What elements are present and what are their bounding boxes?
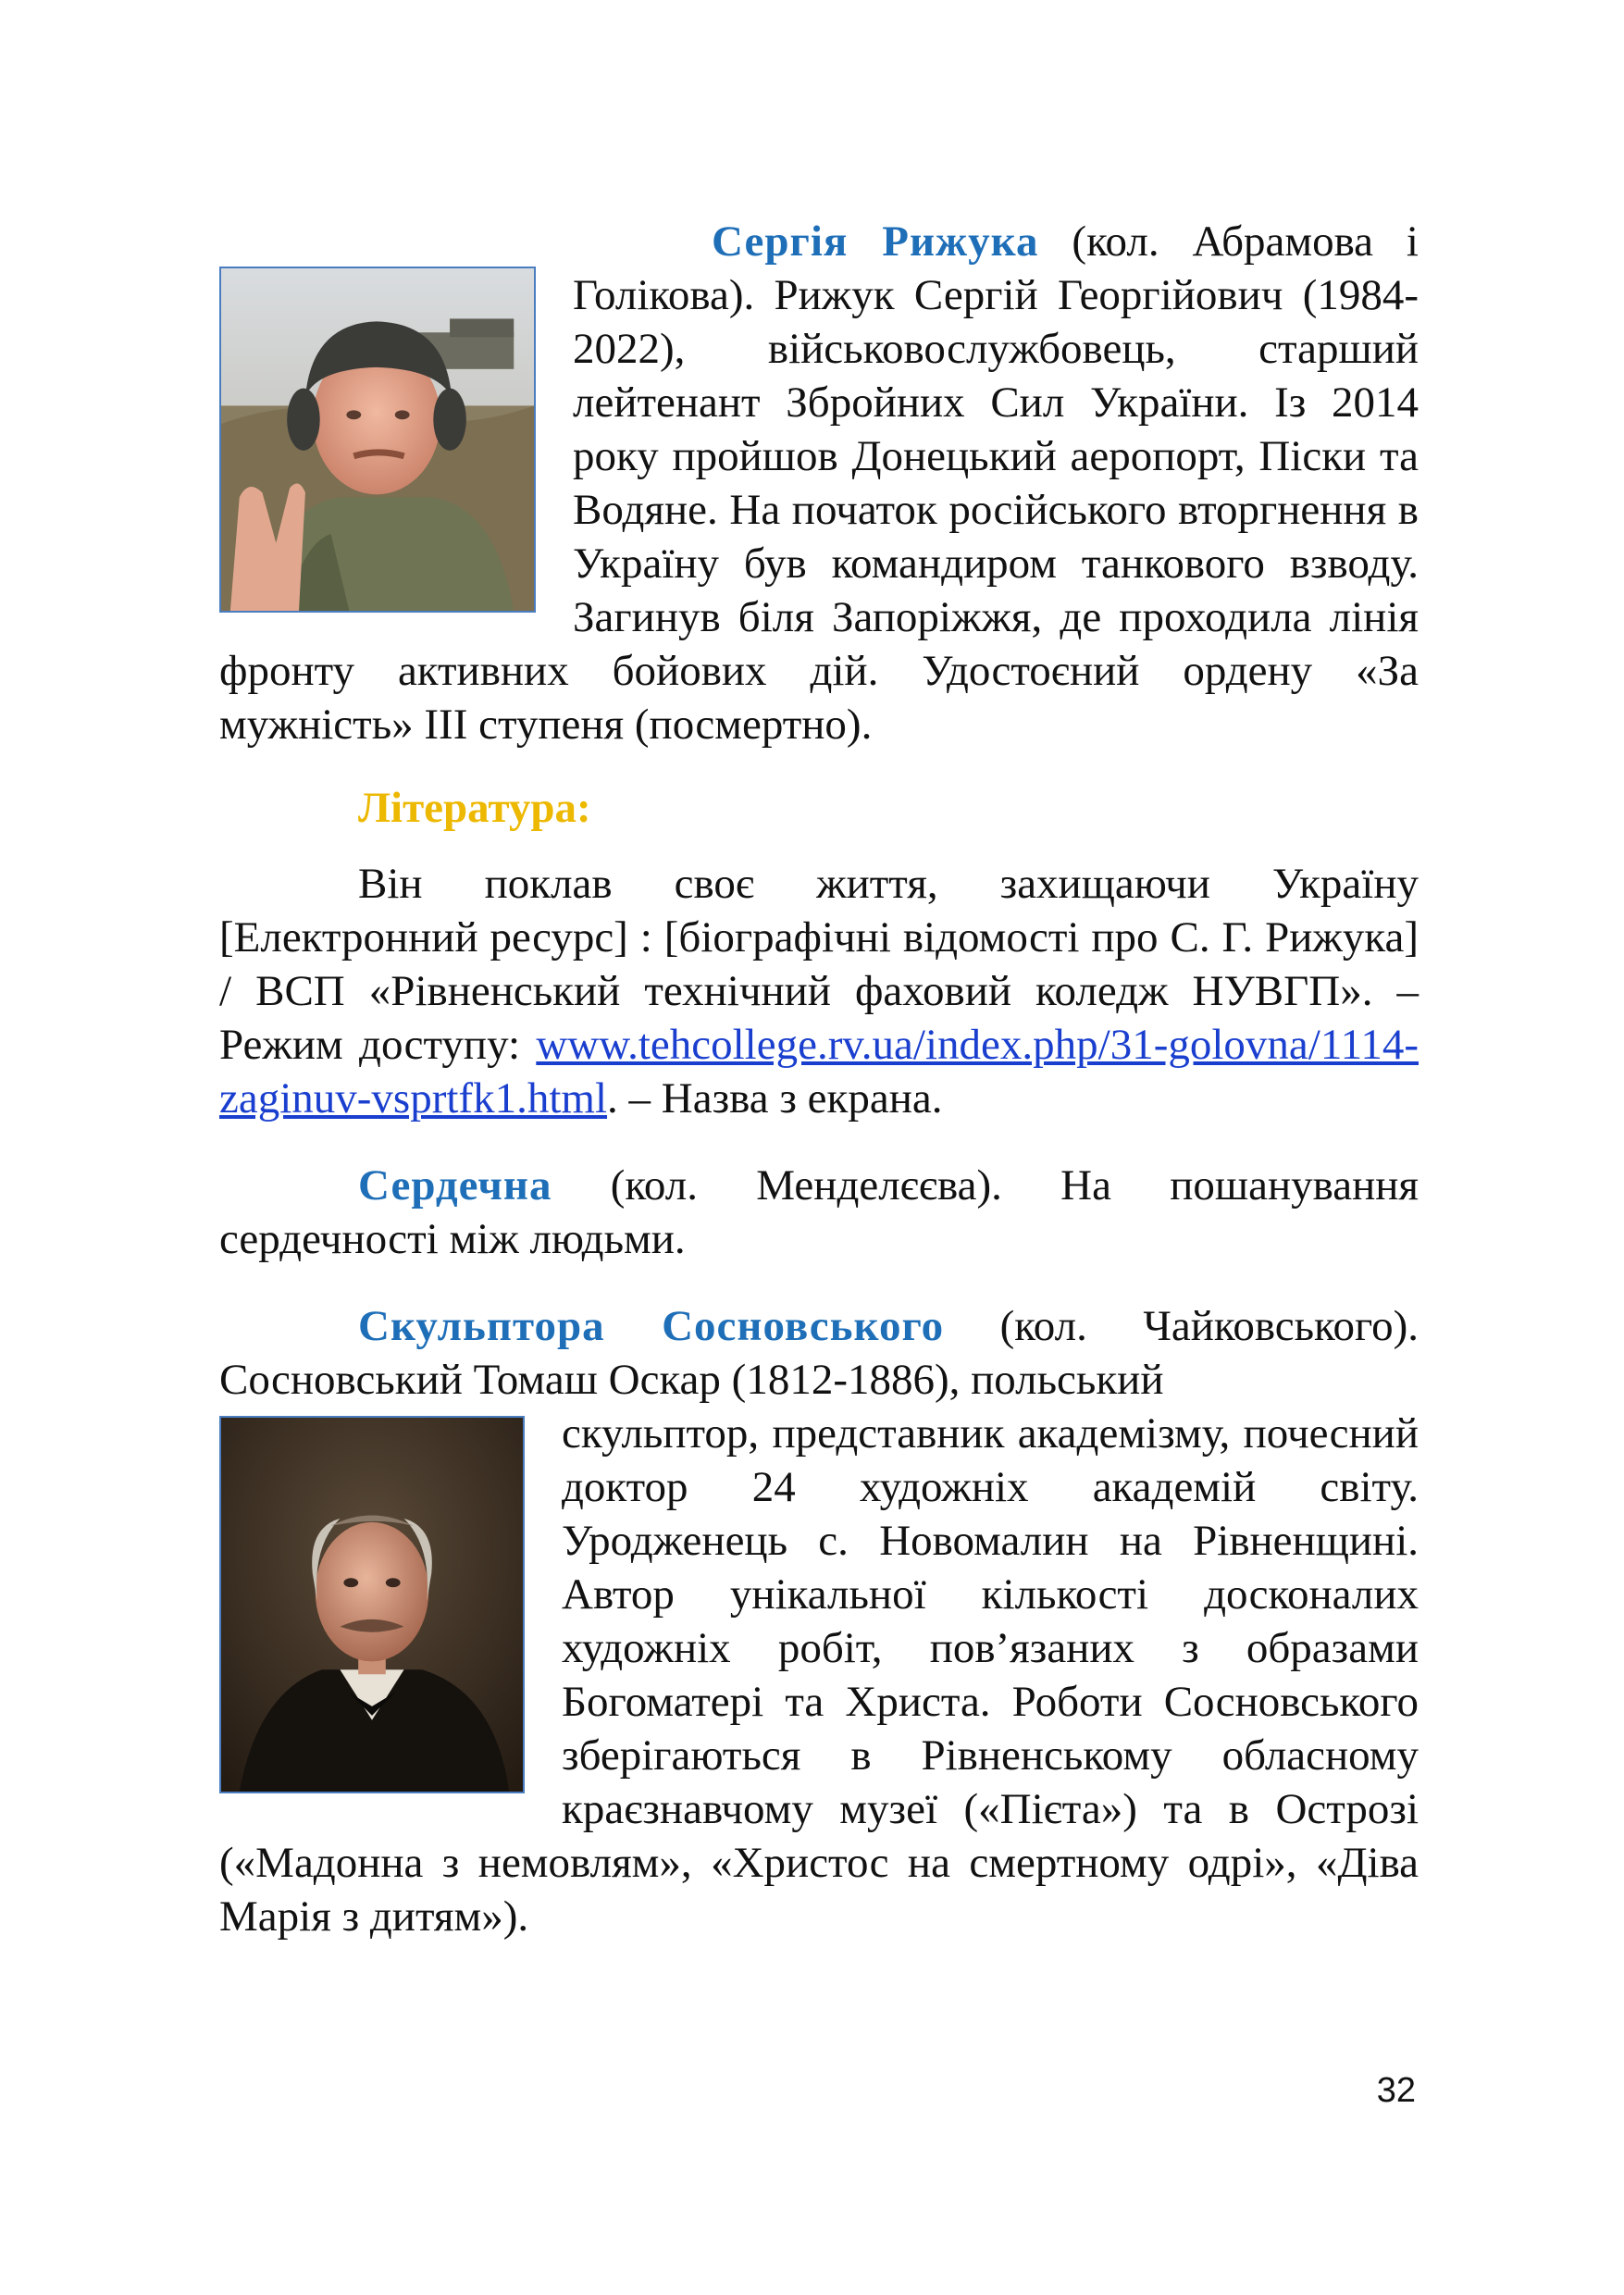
entry-serdechna bbox=[219, 1159, 1419, 1266]
literature-heading: Література: bbox=[358, 784, 591, 832]
citation-suffix: . – Назва з екрана. bbox=[607, 1074, 943, 1123]
entry-text: (кол. Чайковського). Сосновський Томаш Оскар (1812-1886), польський bbox=[219, 1302, 1419, 1404]
photo-sosnovsky bbox=[219, 1416, 525, 1793]
literature-citation bbox=[219, 857, 1419, 1125]
entry-sosnovsky-intro bbox=[219, 1299, 1419, 1407]
entry-text: скульптор, представник академізму, почесний доктор 24 художніх академій світу. Уродженець с. Новомалин на Рівненщині. Автор унікальної кількості досконалих художніх робіт, пов’язаних з образами Богоматері та Христа. Роботи Сосновського зберігаються в Рівненському обласному краєзнавчому музеї («Пієта») та в Острозі («Мадонна з немовлям», «Христос на смертному одрі», «Діва Марія з дитям»). bbox=[219, 1409, 1419, 1941]
page-content bbox=[219, 215, 1419, 1943]
page-number: 32 bbox=[1376, 2071, 1416, 2110]
entry-text: (кол. Абрамова і Голікова). Рижук Сергій Георгійович (1984-2022), військовослужбовець, старший лейтенант Збройних Сил України. Із 2014 року пройшов Донецький аеропорт, Піски та Водяне. На початок російського вторгнення в Україну був командиром танкового взводу. Загинув біля Запоріжжя, де проходила лінія фронту активних бойових дій. Удостоєний ордену «За мужність» ІІІ ступеня (посмертно). bbox=[219, 217, 1419, 749]
entry-text: (кол. Менделєєва). На пошанування сердечності між людьми. bbox=[219, 1161, 1419, 1263]
citation-text: Він поклав своє життя, захищаючи Україну [Електронний ресурс] : [біографічні відомості про С. Г. Рижука] / ВСП «Рівненський технічний фаховий коледж НУВГП». – Режим доступу: bbox=[219, 860, 1419, 1069]
entry-name: Сердечна bbox=[358, 1161, 552, 1210]
entry-name: Скульптора Сосновського bbox=[358, 1302, 945, 1350]
photo-ryzhuk bbox=[219, 267, 536, 613]
portrait-soldier-image bbox=[221, 268, 534, 611]
source-link[interactable]: www.tehcollege.rv.ua/index.php/31-golovna/1114-zaginuv-vsprtfk1.html bbox=[219, 1021, 1419, 1123]
entry-name: Сергія Рижука bbox=[712, 217, 1039, 266]
portrait-painting-image bbox=[221, 1418, 523, 1792]
